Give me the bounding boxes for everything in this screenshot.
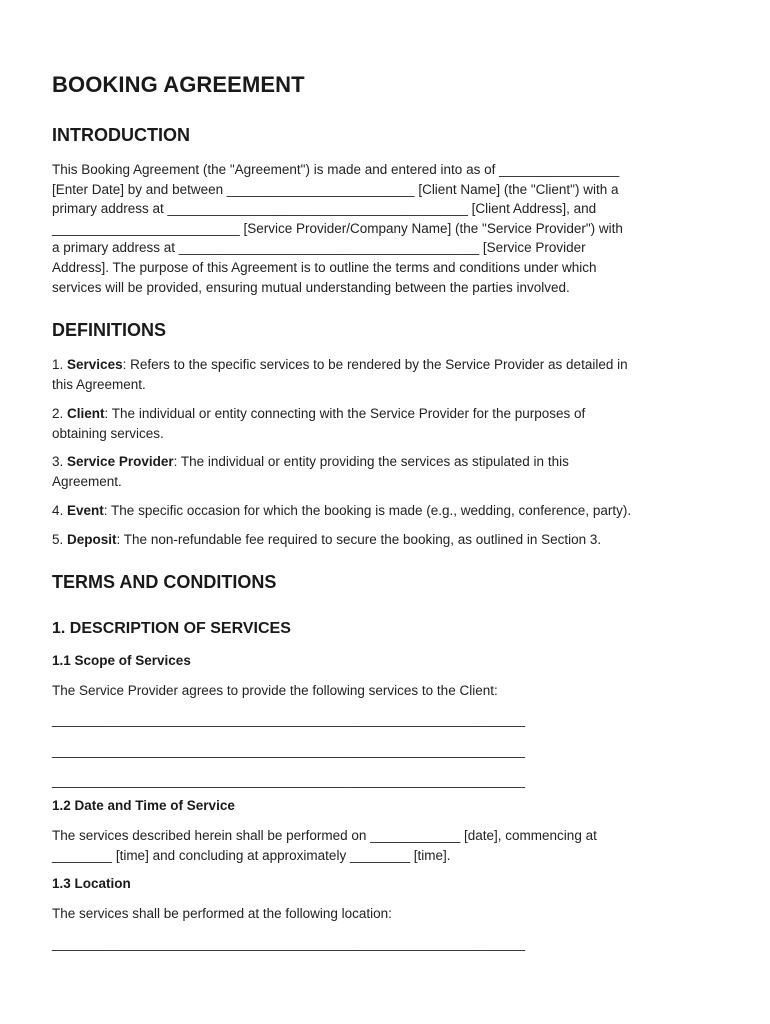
introduction-line: [Enter Date] by and between _________________________ [Client Name] (the "Client") with a (52, 181, 619, 197)
definition-term: Client (67, 406, 105, 421)
definition-number: 5. (52, 532, 64, 547)
scope-of-services-text: The Service Provider agrees to provide the following services to the Client: (52, 683, 498, 698)
introduction-heading: INTRODUCTION (52, 125, 190, 145)
introduction-line: services will be provided, ensuring mutual understanding between the parties involved. (52, 279, 570, 295)
introduction-paragraph (52, 160, 623, 297)
definition-text-continued: Agreement. (52, 473, 122, 489)
location-blank-line: _______________________________________________________________ (52, 936, 526, 951)
definition-text-continued: this Agreement. (52, 376, 146, 392)
definition-text: : Refers to the specific services to be rendered by the Service Provider as detailed in (122, 357, 628, 372)
introduction-line: primary address at ________________________________________ [Client Address], and (52, 201, 597, 217)
document-title: BOOKING AGREEMENT (52, 72, 305, 97)
services-blank-line: _______________________________________________________________ (52, 773, 526, 788)
definition-term: Services (67, 357, 123, 372)
definition-term: Deposit (67, 532, 117, 547)
introduction-line: a primary address at ________________________________________ [Service Provider (52, 240, 586, 256)
section-1-heading: 1. DESCRIPTION OF SERVICES (52, 620, 291, 637)
date-time-line: The services described herein shall be performed on ____________ [date], commencing at (52, 828, 597, 843)
definition-item-client (52, 404, 585, 443)
definition-item-service-provider (52, 452, 569, 491)
definitions-heading: DEFINITIONS (52, 320, 167, 340)
definition-number: 4. (52, 503, 64, 518)
date-time-paragraph (52, 826, 597, 865)
services-blank-line: _______________________________________________________________ (52, 743, 526, 758)
location-text: The services shall be performed at the following location: (52, 906, 392, 921)
definition-number: 2. (52, 406, 64, 421)
definition-text: : The individual or entity providing the services as stipulated in this (173, 454, 569, 469)
date-time-line: ________ [time] and concluding at approximately ________ [time]. (52, 847, 451, 863)
definition-item-services (52, 355, 628, 394)
date-time-heading: 1.2 Date and Time of Service (52, 798, 235, 813)
definition-item-event (52, 501, 631, 521)
definition-text: : The individual or entity connecting with the Service Provider for the purposes of (104, 406, 586, 421)
terms-heading: TERMS AND CONDITIONS (52, 572, 277, 592)
definition-text: : The specific occasion for which the booking is made (e.g., wedding, conference, party). (103, 503, 632, 518)
services-blank-line: _______________________________________________________________ (52, 712, 526, 727)
definition-term: Service Provider (67, 454, 174, 469)
introduction-line: This Booking Agreement (the "Agreement") is made and entered into as of ________________ (52, 162, 620, 177)
location-heading: 1.3 Location (52, 876, 131, 891)
scope-of-services-heading: 1.1 Scope of Services (52, 653, 191, 668)
definition-number: 3. (52, 454, 64, 469)
definition-term: Event (67, 503, 104, 518)
definition-text-continued: obtaining services. (52, 425, 164, 441)
definition-number: 1. (52, 357, 64, 372)
definition-item-deposit (52, 530, 601, 550)
introduction-line: _________________________ [Service Provider/Company Name] (the "Service Provider") with (52, 220, 623, 236)
definition-text: : The non-refundable fee required to secure the booking, as outlined in Section 3. (116, 532, 602, 547)
introduction-line: Address]. The purpose of this Agreement is to outline the terms and conditions under which (52, 259, 597, 275)
